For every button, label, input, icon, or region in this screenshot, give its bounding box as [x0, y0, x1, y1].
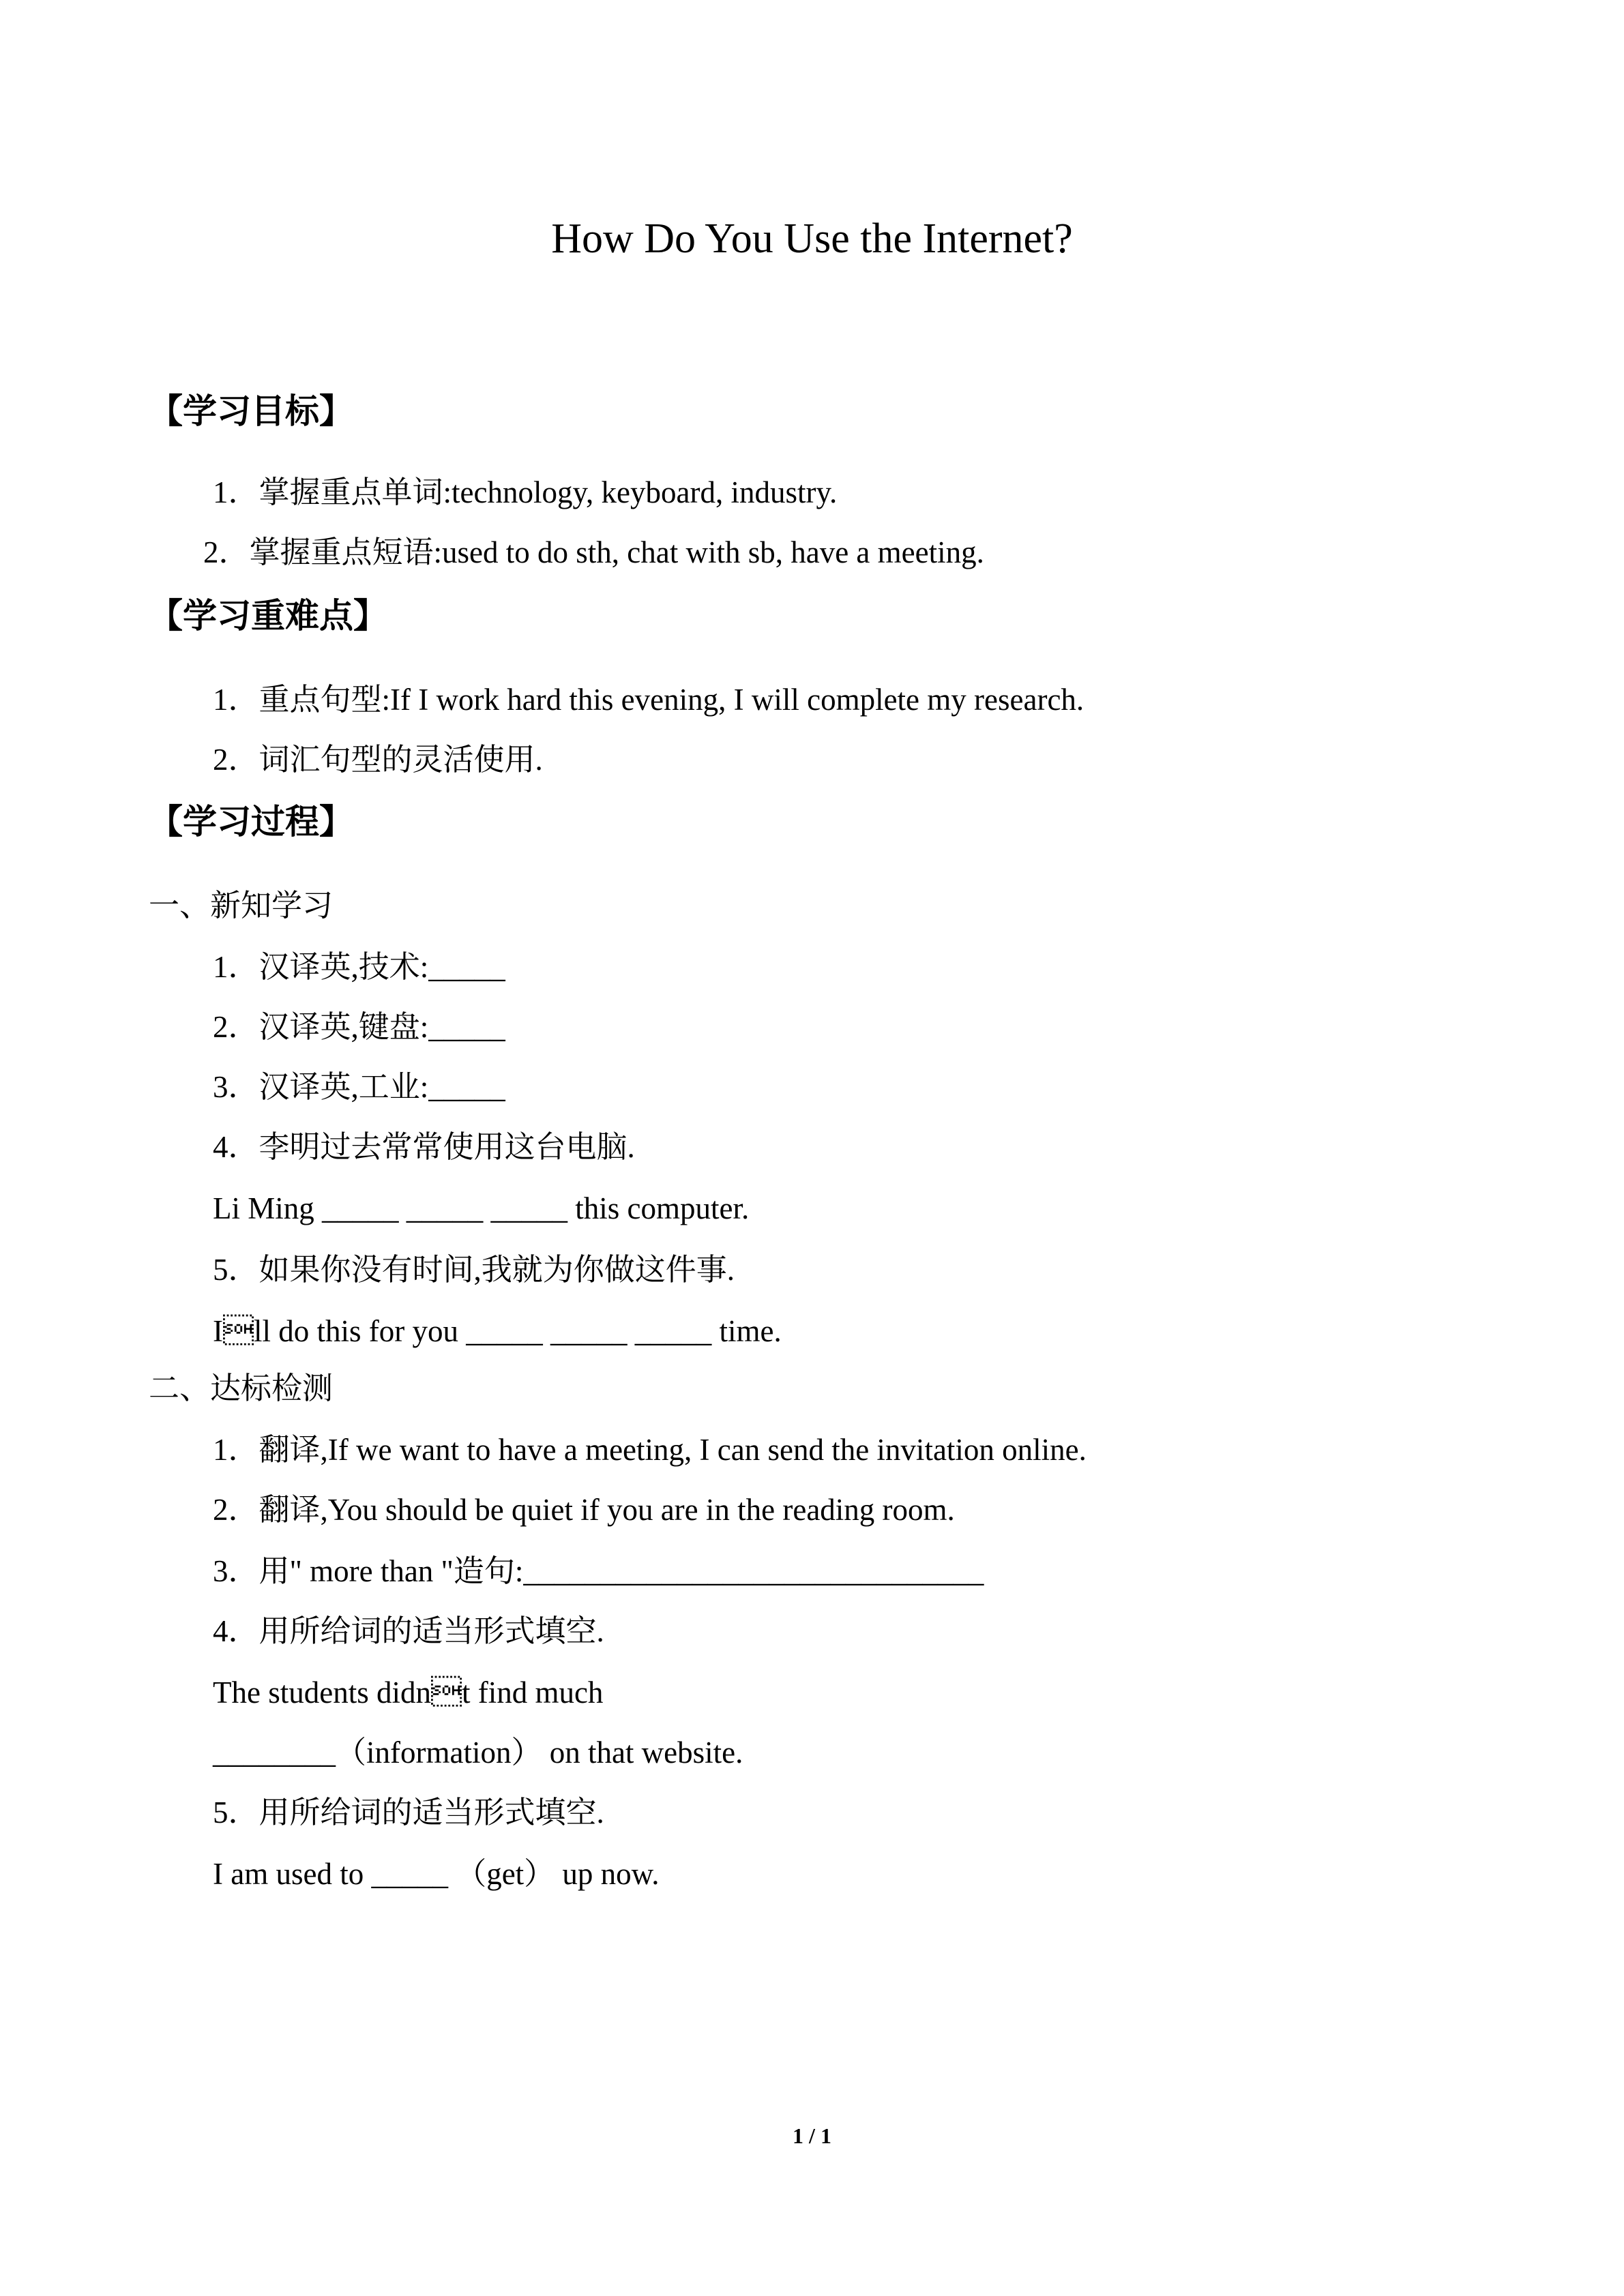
- goal-item-2: 2．掌握重点短语:used to do sth, chat with sb, have a meeting.: [203, 535, 984, 569]
- exercise-item: 1．翻译,If we want to have a meeting, I can send the invitation online.: [213, 1433, 1087, 1467]
- key-point-item-1: 1．重点句型:If I work hard this evening, I will complete my research.: [213, 683, 1084, 717]
- key-point-item-2: 2．词汇句型的灵活使用.: [213, 743, 543, 777]
- exercise-item: The students didnt find much: [213, 1675, 604, 1710]
- exercise-item: 1．汉译英,技术:_____: [213, 950, 505, 984]
- exercise-item: 5．用所给词的适当形式填空.: [213, 1795, 604, 1830]
- exercise-item: 3．用" more than "造句:______________________________: [213, 1554, 984, 1588]
- part-heading-assessment: 二、达标检测: [149, 1371, 334, 1405]
- exercise-item: ________（information） on that website.: [213, 1735, 743, 1770]
- section-heading-process: 【学习过程】: [149, 802, 353, 841]
- exercise-item: Ill do this for you _____ _____ _____ time.: [213, 1314, 782, 1348]
- exercise-item: I am used to _____ （get） up now.: [213, 1857, 660, 1891]
- exercise-item: 4．用所给词的适当形式填空.: [213, 1614, 604, 1648]
- exercise-item: 5．如果你没有时间,我就为你做这件事.: [213, 1253, 735, 1287]
- exercise-item: 3．汉译英,工业:_____: [213, 1070, 505, 1104]
- exercise-item: 4．李明过去常常使用这台电脑.: [213, 1130, 635, 1164]
- page-title: How Do You Use the Internet?: [551, 215, 1073, 262]
- section-heading-goals: 【学习目标】: [149, 391, 353, 431]
- page-number: 1 / 1: [793, 2123, 831, 2148]
- exercise-item: Li Ming _____ _____ _____ this computer.: [213, 1191, 750, 1225]
- exercise-item: 2．翻译,You should be quiet if you are in the reading room.: [213, 1493, 955, 1527]
- exercise-item: 2．汉译英,键盘:_____: [213, 1010, 505, 1044]
- part-heading-new-knowledge: 一、新知学习: [149, 889, 334, 923]
- section-heading-key-points: 【学习重难点】: [149, 596, 387, 636]
- goal-item-1: 1．掌握重点单词:technology, keyboard, industry.: [213, 475, 838, 509]
